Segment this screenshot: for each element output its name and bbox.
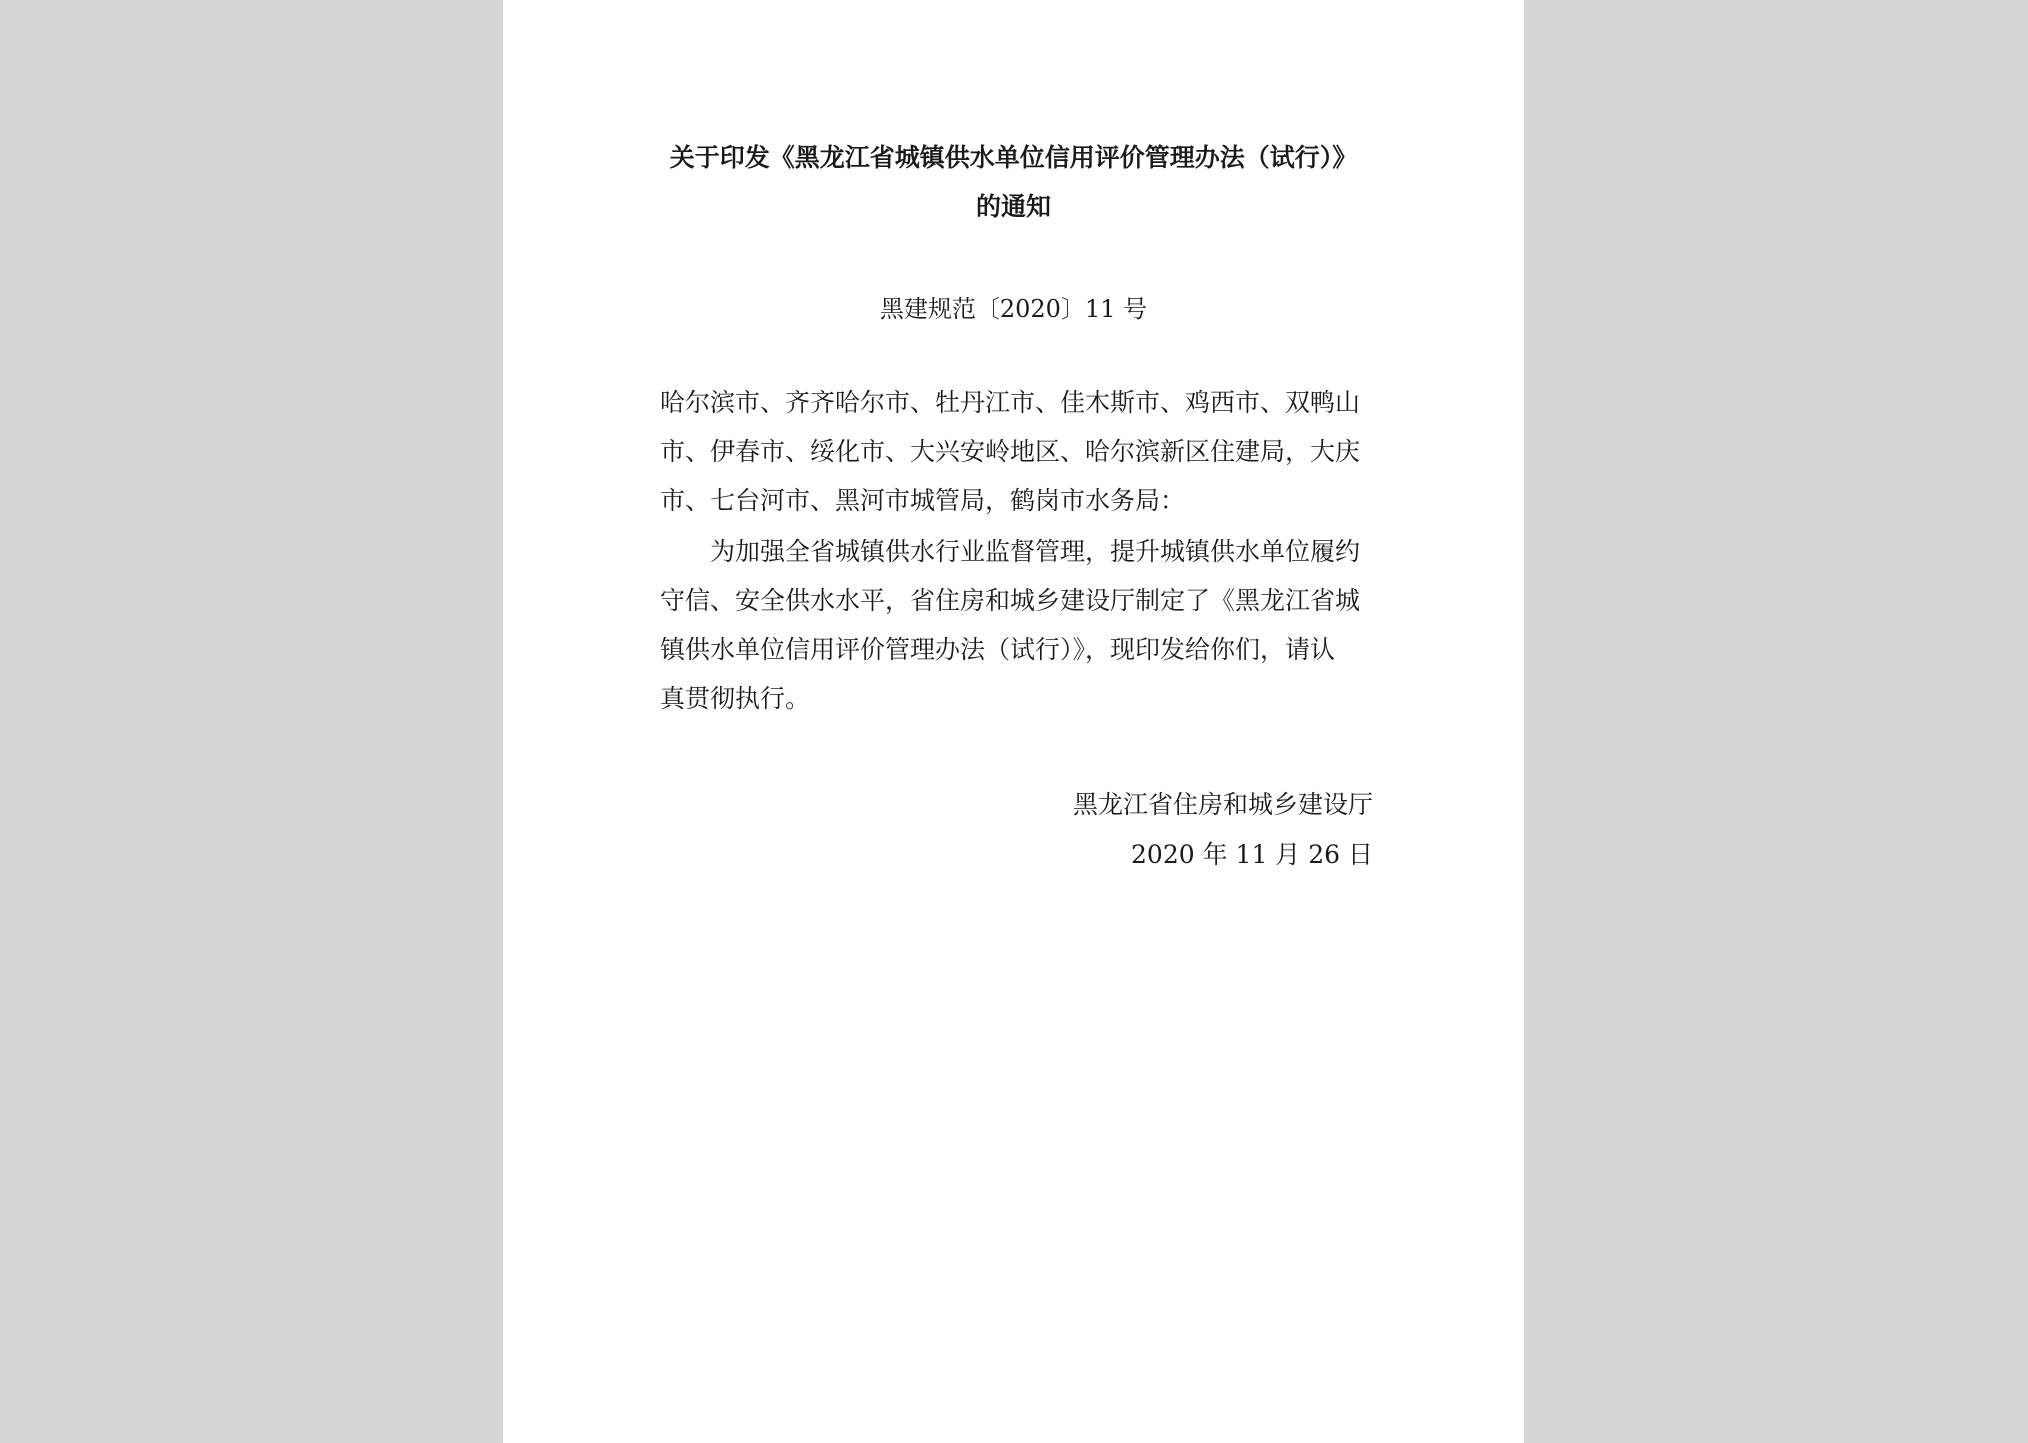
recipients-line: 哈尔滨市、齐齐哈尔市、牡丹江市、佳木斯市、鸡西市、双鸭山 <box>660 388 1361 417</box>
issuer-name: 黑龙江省住房和城乡建设厅 <box>1072 790 1373 819</box>
body-line: 真贯彻执行。 <box>660 684 811 713</box>
body-line: 镇供水单位信用评价管理办法（试行）》，现印发给你们，请认 <box>660 635 1336 664</box>
notice-title-line-1: 关于印发《黑龙江省城镇供水单位信用评价管理办法（试行）》 <box>669 143 1358 172</box>
recipients-block <box>660 378 1373 525</box>
body-line: 为加强全省城镇供水行业监督管理，提升城镇供水单位履约 <box>710 537 1361 566</box>
document-number: 黑建规范〔2020〕11 号 <box>879 295 1148 323</box>
notice-title-line-2: 的通知 <box>975 192 1051 221</box>
recipients-line: 市、伊春市、绥化市、大兴安岭地区、哈尔滨新区住建局，大庆 <box>660 437 1361 466</box>
recipients-line: 市、七台河市、黑河市城管局，鹤岗市水务局： <box>660 486 1186 515</box>
body-paragraph <box>660 527 1373 723</box>
document-page <box>503 0 1524 1443</box>
signature-block <box>1073 780 1373 880</box>
body-line: 守信、安全供水水平，省住房和城乡建设厅制定了《黑龙江省城 <box>660 586 1361 615</box>
issue-date: 2020 年 11 月 26 日 <box>1131 840 1373 869</box>
